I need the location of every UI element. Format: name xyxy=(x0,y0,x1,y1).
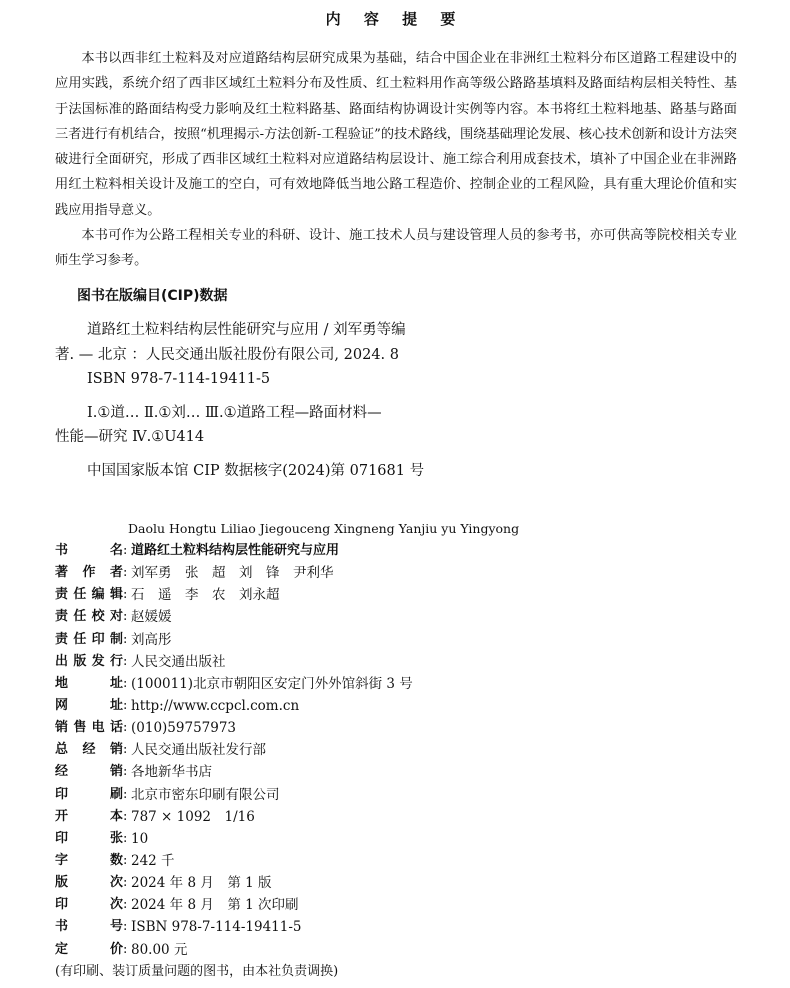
info-value-format: 787 × 1092 1/16 xyxy=(131,808,255,825)
cip-line-classification-cont: 性能—研究 Ⅳ.①U414 xyxy=(55,429,205,445)
info-label: 版 次 xyxy=(55,875,123,891)
info-value-printer: 北京市密东印刷有限公司 xyxy=(131,786,280,803)
info-label: 责 任 编 辑 xyxy=(55,587,123,603)
cip-line-isbn: ISBN 978-7-114-19411-5 xyxy=(87,371,271,387)
info-value-sheets: 10 xyxy=(131,830,149,847)
info-label: 地 址 xyxy=(55,675,123,691)
abstract-paragraph-1: 本书以西非红土粒料及对应道路结构层研究成果为基础，结合中国企业在非洲红土粒料分布区道路工程建设中的应用实践，系统介绍了西非区域红土粒料分布及性质、红土粒料用作高等级公路路基填料及路面结构层相关特性、基于法国标准的路面结构受力影响及红土粒料路基、路面结构协调设计实例等内容。本书将红土粒料地基、路基与路面三者进行有机结合，按照“机理揭示-方法创新-工程验证”的技术路线，围绕基础理论发展、核心技术创新和设计方法突破进行全面研究，形成了西非区域红土粒料对应道路结构层设计、施工综合利用成套技术，填补了中国企业在非洲路用红土粒料相关设计及施工的空白，可有效地降低当地公路工程造价、控制企业的工程风险，具有重大理论价值和实践应用指导意义。 xyxy=(55,51,737,218)
info-value-proofreader: 赵媛媛 xyxy=(131,609,172,626)
cip-line-classification: Ⅰ.①道… Ⅱ.①刘… Ⅲ.①道路工程—路面材料— xyxy=(87,404,382,421)
pinyin-title: Daolu Hongtu Liliao Jiegouceng Xingneng Yanjiu yu Yingyong xyxy=(128,521,520,536)
page-title: 内 容 提 要 xyxy=(325,10,465,28)
info-value-dealer: 各地新华书店 xyxy=(131,764,212,781)
info-row-address: 地 址 : (100011)北京市朝阳区安定门外外馆斜街 3 号 xyxy=(55,673,755,695)
info-value-book-name: 道路红土粒料结构层性能研究与应用 xyxy=(131,543,340,558)
info-row-authors: 著 作 者 : 刘军勇 张 超 刘 锋 尹利华 xyxy=(55,562,755,584)
info-row-website: 网 址 : http://www.ccpcl.com.cn xyxy=(55,695,755,717)
cip-line-record-number: 中国国家版本馆 CIP 数据核字(2024)第 071681 号 xyxy=(87,462,425,479)
info-row-publisher: 出 版 发 行 : 人民交通出版社 xyxy=(55,651,755,673)
info-row-dealer: 经 销 : 各地新华书店 xyxy=(55,761,755,783)
info-label: 责 任 印 制 xyxy=(55,631,123,647)
info-value-publisher: 人民交通出版社 xyxy=(131,653,226,670)
info-row-price: 定 价 : 80.00 元 xyxy=(55,939,755,961)
info-value-address: (100011)北京市朝阳区安定门外外馆斜街 3 号 xyxy=(131,675,413,692)
info-row-sales-phone: 销 售 电 话 : (010)59757973 xyxy=(55,717,755,739)
info-row-edition: 版 次 : 2024 年 8 月 第 1 版 xyxy=(55,872,755,894)
info-row-sheets: 印 张 : 10 xyxy=(55,828,755,850)
info-row-isbn: 书 号 : ISBN 978-7-114-19411-5 xyxy=(55,916,755,938)
info-row-impression: 印 次 : 2024 年 8 月 第 1 次印刷 xyxy=(55,894,755,916)
info-label: 印 刷 xyxy=(55,786,123,802)
cip-data-block xyxy=(55,318,555,483)
info-label: 印 张 xyxy=(55,830,123,846)
info-row-editors: 责 任 编 辑 : 石 遥 李 农 刘永超 xyxy=(55,584,755,606)
info-label: 著 作 者 xyxy=(55,565,123,581)
info-label: 网 址 xyxy=(55,697,123,713)
info-label: 字 数 xyxy=(55,852,123,868)
info-label: 印 次 xyxy=(55,897,123,913)
info-value-edition: 2024 年 8 月 第 1 版 xyxy=(131,875,272,892)
info-value-authors: 刘军勇 张 超 刘 锋 尹利华 xyxy=(131,565,334,582)
info-label: 书 名 xyxy=(55,543,123,558)
info-value-website: http://www.ccpcl.com.cn xyxy=(131,697,300,714)
info-value-impression: 2024 年 8 月 第 1 次印刷 xyxy=(131,897,299,914)
info-label: 开 本 xyxy=(55,808,123,824)
info-value-price: 80.00 元 xyxy=(131,941,188,958)
info-value-sales-phone: (010)59757973 xyxy=(131,720,237,737)
quality-note: (有印刷、装订质量问题的图书，由本社负责调换) xyxy=(55,964,339,979)
info-label: 销 售 电 话 xyxy=(55,720,123,736)
info-label: 责 任 校 对 xyxy=(55,609,123,625)
info-label: 书 号 xyxy=(55,919,123,935)
info-row-format: 开 本 : 787 × 1092 1/16 xyxy=(55,806,755,828)
info-row-word-count: 字 数 : 242 千 xyxy=(55,850,755,872)
info-row-proofreader: 责 任 校 对 : 赵媛媛 xyxy=(55,606,755,628)
cip-line-title: 道路红土粒料结构层性能研究与应用 / 刘军勇等编 xyxy=(87,322,406,338)
info-label: 总 经 销 xyxy=(55,742,123,758)
cip-heading: 图书在版编目(CIP)数据 xyxy=(77,288,228,304)
abstract xyxy=(55,46,737,274)
info-label: 定 价 xyxy=(55,941,123,957)
info-label: 出 版 发 行 xyxy=(55,653,123,669)
info-value-isbn: ISBN 978-7-114-19411-5 xyxy=(131,919,302,936)
publication-info xyxy=(55,540,755,961)
info-value-word-count: 242 千 xyxy=(131,852,175,869)
info-row-printing-supervisor: 责 任 印 制 : 刘高彤 xyxy=(55,629,755,651)
info-value-distributor: 人民交通出版社发行部 xyxy=(131,742,266,759)
cip-line-publisher: 著. — 北京 ：人民交通出版社股份有限公司, 2024. 8 xyxy=(55,346,399,363)
info-row-printer: 印 刷 : 北京市密东印刷有限公司 xyxy=(55,784,755,806)
info-value-editors: 石 遥 李 农 刘永超 xyxy=(131,587,280,604)
info-row-distributor: 总 经 销 : 人民交通出版社发行部 xyxy=(55,739,755,761)
info-label: 经 销 xyxy=(55,764,123,780)
info-value-printing-supervisor: 刘高彤 xyxy=(131,631,172,648)
abstract-paragraph-2: 本书可作为公路工程相关专业的科研、设计、施工技术人员与建设管理人员的参考书，亦可供高等院校相关专业师生学习参考。 xyxy=(55,228,737,269)
info-row-book-name: 书 名 : 道路红土粒料结构层性能研究与应用 xyxy=(55,540,755,562)
